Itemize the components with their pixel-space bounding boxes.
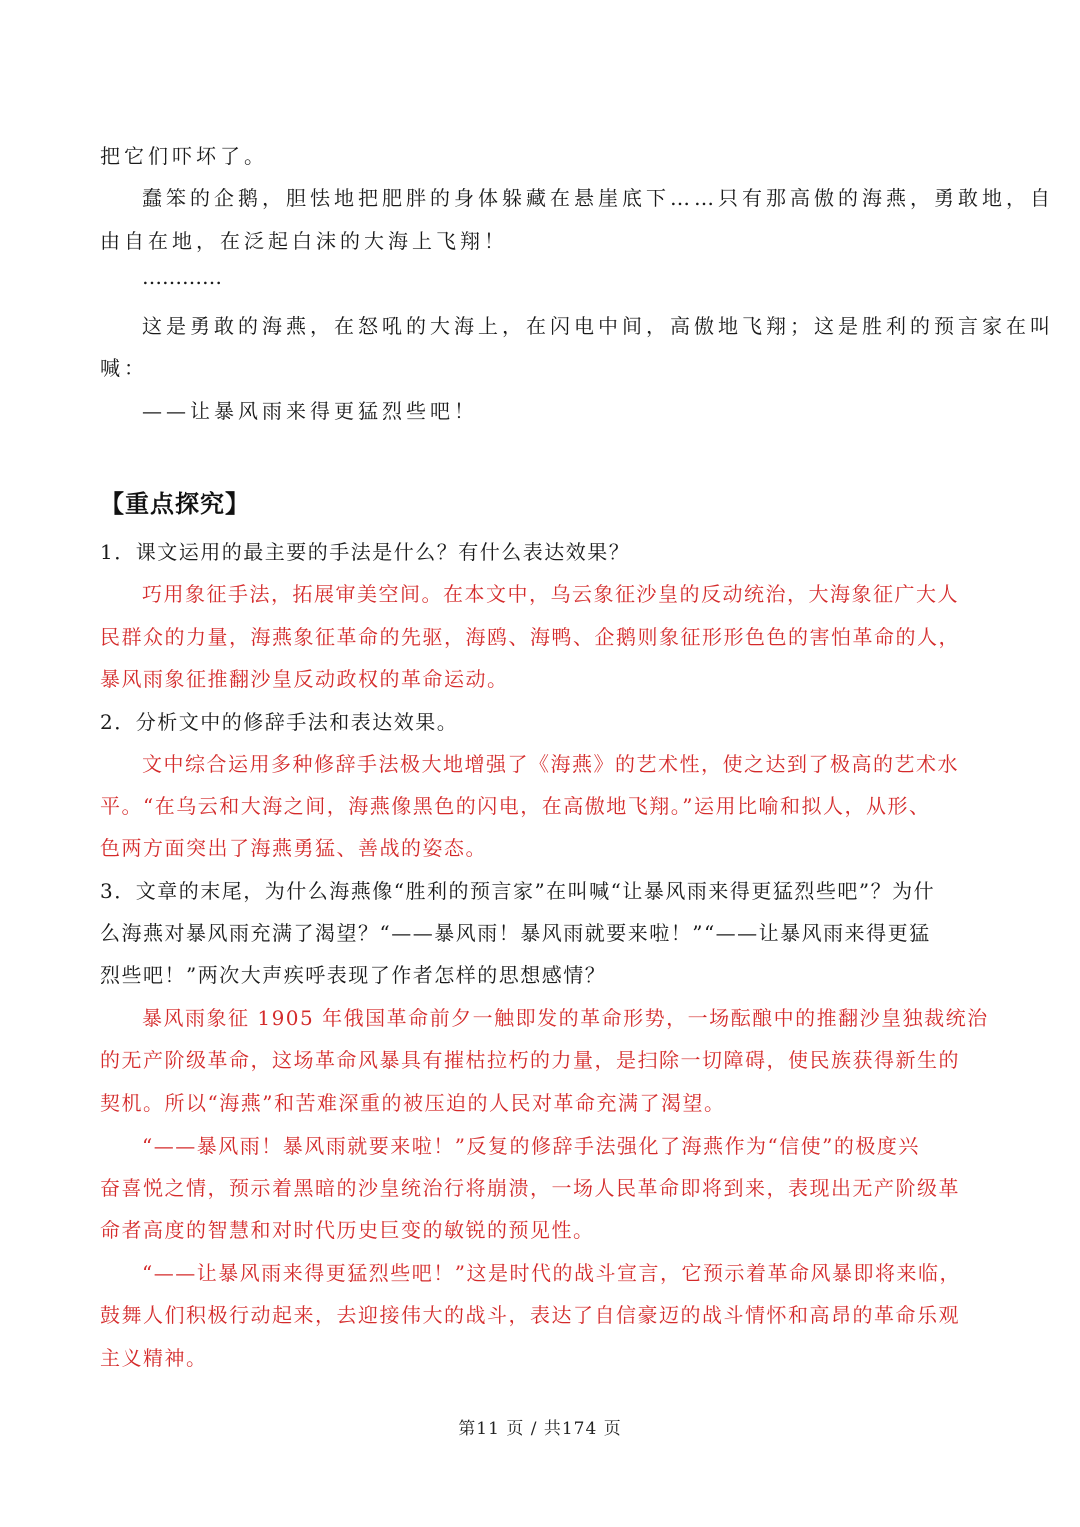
poem-line: 把它们吓坏了。	[100, 144, 268, 168]
answer-3-line: 契机。所以“海燕”和苦难深重的被压迫的人民对革命充满了渴望。	[100, 1091, 726, 1115]
poem-ellipsis: …………	[142, 265, 222, 289]
question-3-line: 么海燕对暴风雨充满了渴望？“——暴风雨！暴风雨就要来啦！”“——让暴风雨来得更猛	[100, 921, 931, 945]
question-2: 2．分析文中的修辞手法和表达效果。	[100, 710, 459, 734]
answer-3-line: 暴风雨象征 1905 年俄国革命前夕一触即发的革命形势，一场酝酿中的推翻沙皇独裁统治	[142, 1006, 989, 1030]
question-1: 1．课文运用的最主要的手法是什么？有什么表达效果？	[100, 540, 631, 564]
poem-line: ——让暴风雨来得更猛烈些吧！	[142, 399, 478, 423]
answer-3-line: 主义精神。	[100, 1346, 208, 1370]
answer-2-line: 文中综合运用多种修辞手法极大地增强了《海燕》的艺术性，使之达到了极高的艺术水	[142, 752, 959, 776]
answer-3-line: 奋喜悦之情，预示着黑暗的沙皇统治行将崩溃，一场人民革命即将到来，表现出无产阶级革	[100, 1176, 960, 1200]
answer-1-line: 民群众的力量，海燕象征革命的先驱，海鸥、海鸭、企鹅则象征形形色色的害怕革命的人，	[100, 625, 960, 649]
answer-2-line: 色两方面突出了海燕勇猛、善战的姿态。	[100, 836, 487, 860]
section-heading: 【重点探究】	[100, 490, 250, 518]
answer-1-line: 巧用象征手法，拓展审美空间。在本文中，乌云象征沙皇的反动统治，大海象征广大人	[142, 582, 959, 606]
poem-line: 由自在地，在泛起白沫的大海上飞翔！	[100, 229, 508, 253]
answer-3-line: “——让暴风雨来得更猛烈些吧！”这是时代的战斗宣言，它预示着革命风暴即将来临，	[142, 1261, 961, 1285]
page-number: 第11 页 / 共174 页	[458, 1419, 622, 1439]
question-3-line: 烈些吧！”两次大声疾呼表现了作者怎样的思想感情？	[100, 963, 607, 987]
answer-3-line: 鼓舞人们积极行动起来，去迎接伟大的战斗，表达了自信豪迈的战斗情怀和高昂的革命乐观	[100, 1303, 960, 1327]
answer-3-line: “——暴风雨！暴风雨就要来啦！”反复的修辞手法强化了海燕作为“信使”的极度兴	[142, 1134, 920, 1158]
poem-line: 喊：	[100, 356, 148, 380]
poem-line: 蠢笨的企鹅，胆怯地把肥胖的身体躲藏在悬崖底下……只有那高傲的海燕，勇敢地，自	[142, 186, 1054, 210]
poem-line: 这是勇敢的海燕，在怒吼的大海上，在闪电中间，高傲地飞翔；这是胜利的预言家在叫	[142, 314, 1054, 338]
answer-2-line: 平。“在乌云和大海之间，海燕像黑色的闪电，在高傲地飞翔。”运用比喻和拟人，从形、	[100, 794, 931, 818]
answer-3-line: 命者高度的智慧和对时代历史巨变的敏锐的预见性。	[100, 1218, 595, 1242]
question-3-line: 3．文章的末尾，为什么海燕像“胜利的预言家”在叫喊“让暴风雨来得更猛烈些吧”？为什	[100, 879, 936, 903]
answer-1-line: 暴风雨象征推翻沙皇反动政权的革命运动。	[100, 667, 509, 691]
answer-3-line: 的无产阶级革命，这场革命风暴具有摧枯拉朽的力量，是扫除一切障碍，使民族获得新生的	[100, 1048, 960, 1072]
